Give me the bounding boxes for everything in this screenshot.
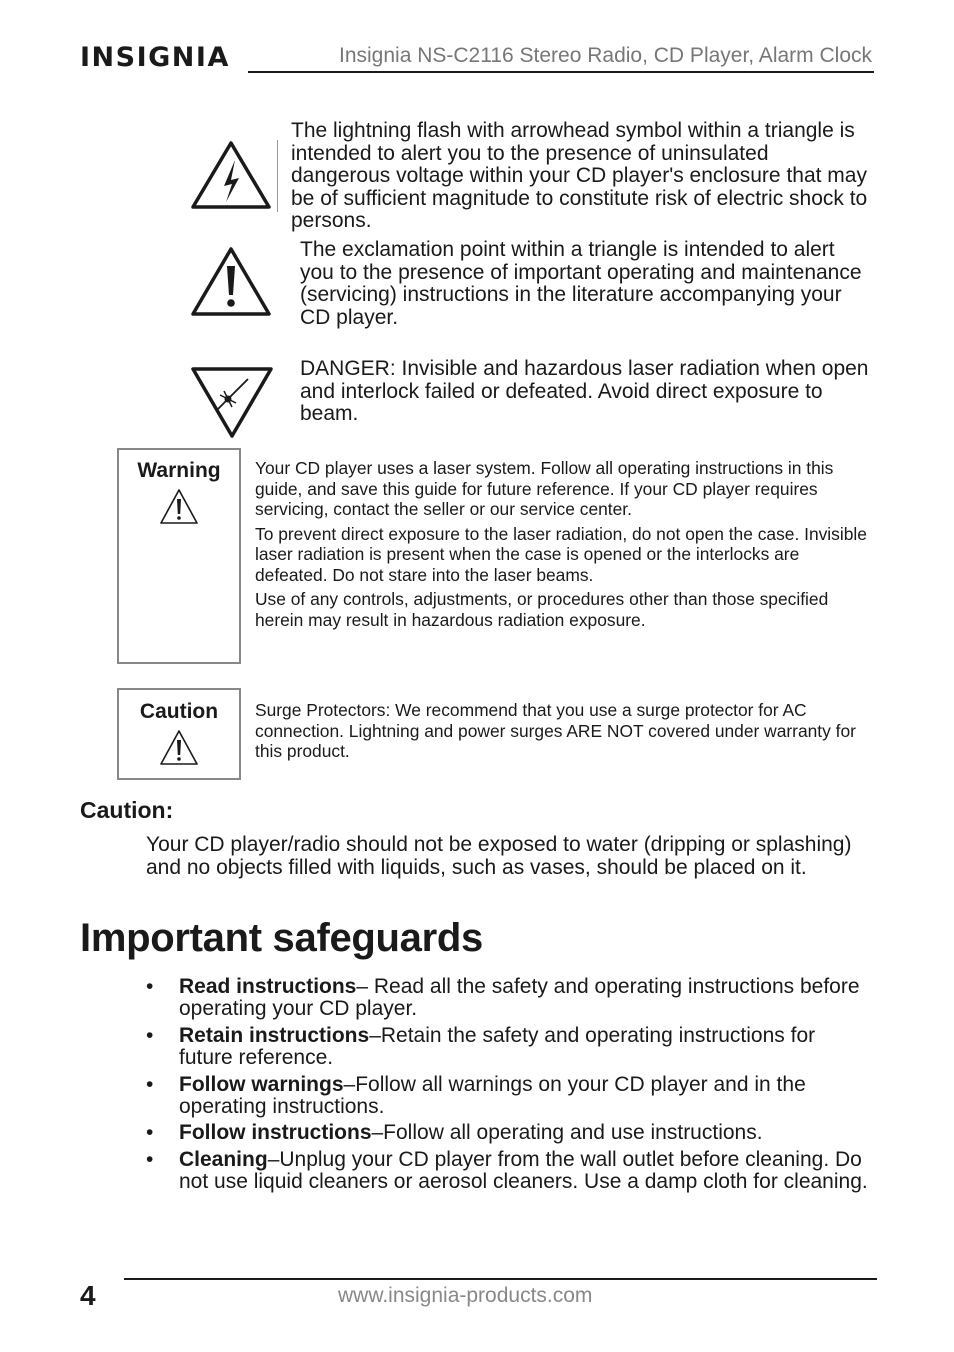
lightning-triangle-icon <box>190 140 272 210</box>
bullet: • <box>146 1147 154 1171</box>
header-rule <box>248 71 874 73</box>
item-text: –Retain the safety and operating instructions for future reference. <box>179 1023 816 1070</box>
page-number: 4 <box>80 1280 96 1311</box>
caution-icon <box>159 729 199 767</box>
warning-icon <box>159 488 199 526</box>
exclamation-symbol-text: The exclamation point within a triangle is intended to alert you to the presence of important operating and maintenance (servicing) instructions in the literature accompanying your CD player. <box>300 238 862 329</box>
caution-text: Your CD player/radio should not be exposed to water (dripping or splashing) and no objects filled with liquids, such as vases, should be placed on it. <box>146 833 852 879</box>
warning-paragraph: Use of any controls, adjustments, or procedures other than those specified herein may result in hazardous radiation exposure. <box>255 589 829 630</box>
item-text: – Read all the safety and operating instructions before operating your CD player. <box>179 975 860 1021</box>
warning-label-box <box>117 448 241 664</box>
caution-box-text: Surge Protectors: We recommend that you use a surge protector for AC connection. Lightning and power surges ARE NOT covered under warranty for this product. <box>255 700 856 761</box>
caution-label: Caution <box>139 700 219 723</box>
bullet: • <box>146 1023 154 1047</box>
item-title: Retain instructions <box>179 1023 370 1047</box>
warning-paragraph: To prevent direct exposure to the laser radiation, do not open the case. Invisible laser radiation is present when the case is opened or the interlocks are defeated. Do not stare into the laser beams. <box>255 523 867 585</box>
caution-heading: Caution: <box>80 797 174 823</box>
item-title: Read instructions <box>179 975 357 998</box>
item-text: –Follow all warnings on your CD player and in the operating instructions. <box>179 1072 806 1119</box>
footer-url[interactable]: www.insignia-products.com <box>338 1284 593 1307</box>
item-title: Follow instructions <box>179 1121 372 1145</box>
list-item <box>146 1074 872 1119</box>
lightning-symbol-text: The lightning flash with arrowhead symbol within a triangle is intended to alert you to the presence of uninsulated dangerous voltage within your CD player's enclosure that may be of sufficient magnitude to constitute risk of electric shock to persons. <box>291 119 868 233</box>
laser-symbol-text: DANGER: Invisible and hazardous laser radiation when open and interlock failed or defeated. Avoid direct exposure to beam. <box>300 357 869 426</box>
document-title: Insignia NS-C2116 Stereo Radio, CD Player, Alarm Clock <box>338 44 872 67</box>
item-title: Cleaning <box>179 1147 268 1171</box>
laser-triangle-icon <box>190 365 274 439</box>
bullet: • <box>146 1072 154 1096</box>
warning-paragraph: Your CD player uses a laser system. Follow all operating instructions in this guide, and save this guide for future reference. If your CD player requires servicing, contact the seller or our service center. <box>255 458 834 519</box>
warning-label: Warning <box>137 459 221 482</box>
caution-label-box <box>117 688 241 780</box>
list-item <box>146 1122 872 1144</box>
item-text: –Follow all operating and use instructions. <box>371 1121 763 1145</box>
bullet: • <box>146 1121 154 1145</box>
list-item <box>146 976 872 1021</box>
item-text: –Unplug your CD player from the wall outlet before cleaning. Do not use liquid cleaners or aerosol cleaners. Use a damp cloth for cleaning. <box>179 1147 868 1194</box>
safeguards-list <box>146 976 872 1198</box>
list-item <box>146 1025 872 1070</box>
exclamation-triangle-icon <box>190 246 272 318</box>
symbol-divider <box>277 140 278 212</box>
list-item <box>146 1149 872 1194</box>
item-title: Follow warnings <box>179 1072 344 1096</box>
footer-rule <box>124 1278 877 1280</box>
warning-text <box>255 458 867 634</box>
section-heading: Important safeguards <box>80 916 483 960</box>
insignia-logo: INSIGNIA <box>80 42 230 73</box>
bullet: • <box>146 975 154 998</box>
